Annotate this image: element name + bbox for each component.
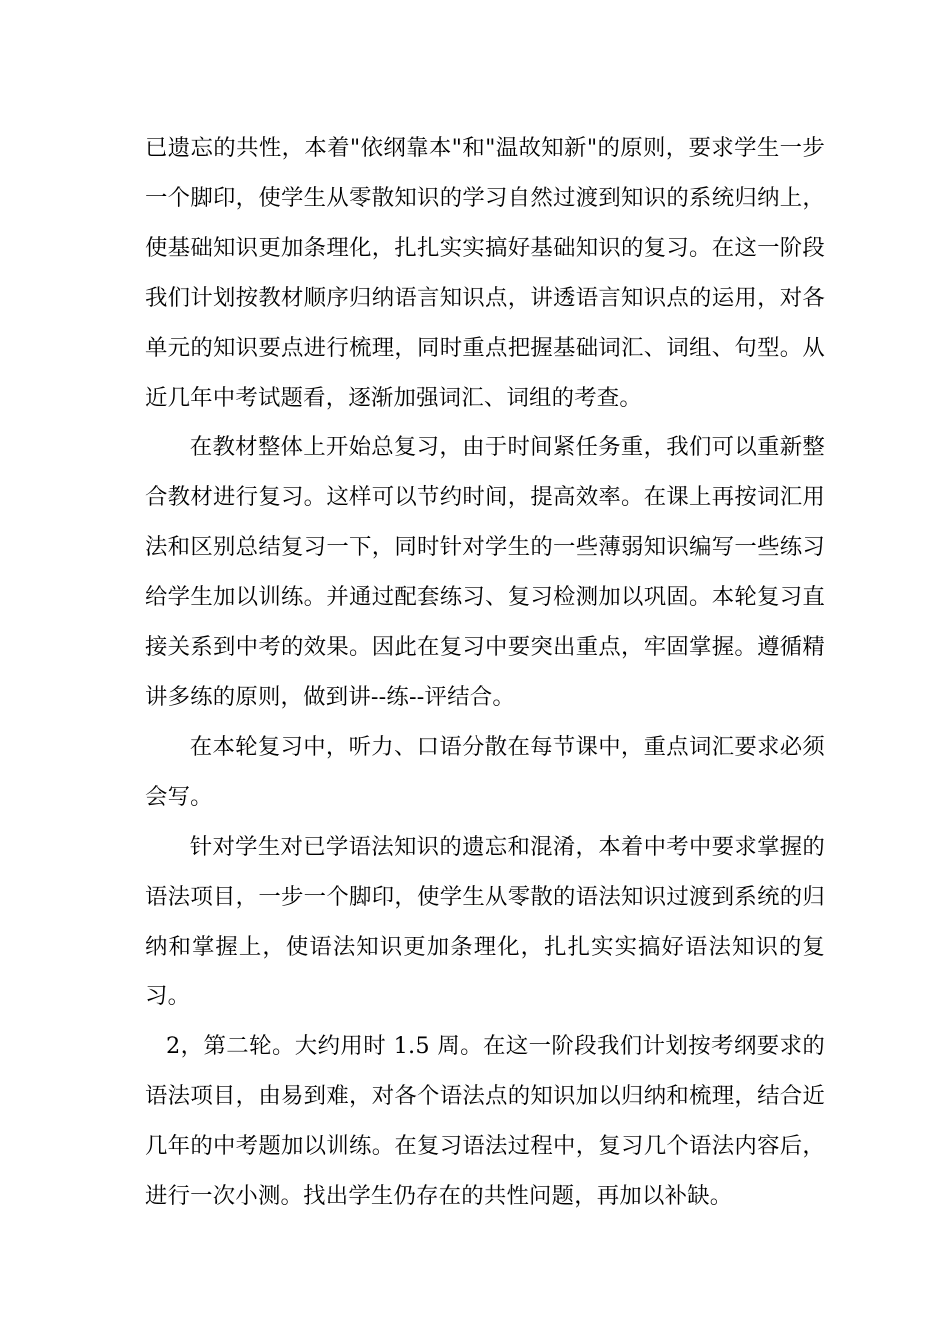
document-body [145, 124, 825, 1222]
paragraph-listening-speaking: 在本轮复习中，听力、口语分散在每节课中，重点词汇要求必须会写。 [145, 733, 825, 810]
paragraph-grammar-review: 针对学生对已学语法知识的遗忘和混淆，本着中考中要求掌握的语法项目，一步一个脚印，使学生从零散的语法知识过渡到系统的归纳和掌握上，使语法知识更加条理化，扎扎实实搞好语法知识的复习。 [145, 833, 825, 1010]
paragraph-continuation: 已遗忘的共性，本着"依纲靠本"和"温故知新"的原则，要求学生一步一个脚印，使学生从零散知识的学习自然过渡到知识的系统归纳上，使基础知识更加条理化，扎扎实实搞好基础知识的复习。在这一阶段我们计划按教材顺序归纳语言知识点，讲透语言知识点的运用，对各单元的知识要点进行梳理，同时重点把握基础词汇、词组、句型。从近几年中考试题看，逐渐加强词汇、词组的考查。 [145, 135, 825, 411]
paragraph-comprehensive-review: 在教材整体上开始总复习，由于时间紧任务重，我们可以重新整合教材进行复习。这样可以节约时间，提高效率。在课上再按词汇用法和区别总结复习一下，同时针对学生的一些薄弱知识编写一些练习给学生加以训练。并通过配套练习、复习检测加以巩固。本轮复习直接关系到中考的效果。因此在复习中要突出重点，牢固掌握。遵循精讲多练的原则，做到讲--练--评结合。 [145, 434, 825, 710]
paragraph-second-round: 2，第二轮。大约用时 1.5 周。在这一阶段我们计划按考纲要求的语法项目，由易到难，对各个语法点的知识加以归纳和梳理，结合近几年的中考题加以训练。在复习语法过程中，复习几个语法内容后，进行一次小测。找出学生仍存在的共性问题，再加以补缺。 [145, 1033, 825, 1210]
